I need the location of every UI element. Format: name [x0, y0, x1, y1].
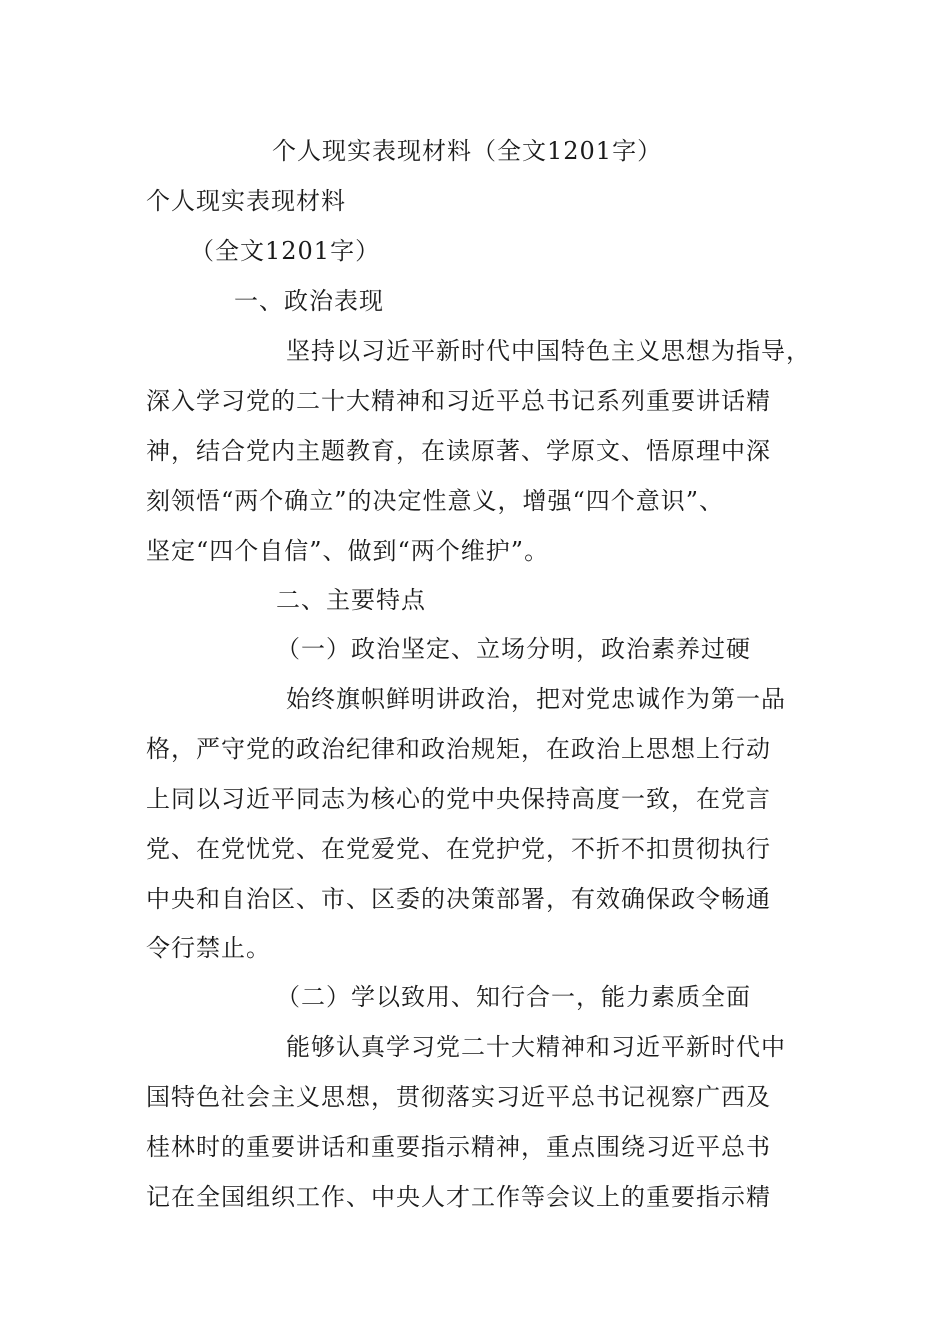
- document-heading: 个人现实表现材料: [146, 187, 346, 215]
- paragraph-line: 深入学习党的二十大精神和习近平总书记系列重要讲话精: [146, 387, 771, 415]
- paragraph-line: 党、在党忧党、在党爱党、在党护党，不折不扣贯彻执行: [146, 835, 771, 863]
- paragraph-line: 令行禁止。: [146, 934, 271, 962]
- paragraph-line: 桂林时的重要讲话和重要指示精神，重点围绕习近平总书: [146, 1133, 771, 1161]
- paragraph-line: 始终旗帜鲜明讲政治，把对党忠诚作为第一品: [286, 685, 786, 713]
- paragraph-line: 国特色社会主义思想，贯彻落实习近平总书记视察广西及: [146, 1083, 771, 1111]
- subsection-1-title: （一）政治坚定、立场分明，政治素养过硬: [276, 635, 751, 663]
- document-subheading: （全文1201字）: [190, 237, 381, 265]
- paragraph-line: 中央和自治区、市、区委的决策部署，有效确保政令畅通: [146, 885, 771, 913]
- paragraph-line: 坚定“四个自信”、做到“两个维护”。: [146, 537, 550, 565]
- section-1-title: 一、政治表现: [234, 287, 384, 315]
- document-title: 个人现实表现材料（全文1201字）: [272, 137, 663, 165]
- paragraph-line: 记在全国组织工作、中央人才工作等会议上的重要指示精: [146, 1183, 771, 1211]
- paragraph-line: 能够认真学习党二十大精神和习近平新时代中: [286, 1033, 786, 1061]
- paragraph-line: 格，严守党的政治纪律和政治规矩，在政治上思想上行动: [146, 735, 771, 763]
- paragraph-line: 刻领悟“两个确立”的决定性意义，增强“四个意识”、: [146, 487, 725, 515]
- subsection-2-title: （二）学以致用、知行合一，能力素质全面: [276, 983, 751, 1011]
- paragraph-line: 神，结合党内主题教育，在读原著、学原文、悟原理中深: [146, 437, 771, 465]
- paragraph-line: 上同以习近平同志为核心的党中央保持高度一致，在党言: [146, 785, 771, 813]
- section-2-title: 二、主要特点: [276, 586, 426, 614]
- paragraph-line: 坚持以习近平新时代中国特色主义思想为指导，: [286, 337, 811, 365]
